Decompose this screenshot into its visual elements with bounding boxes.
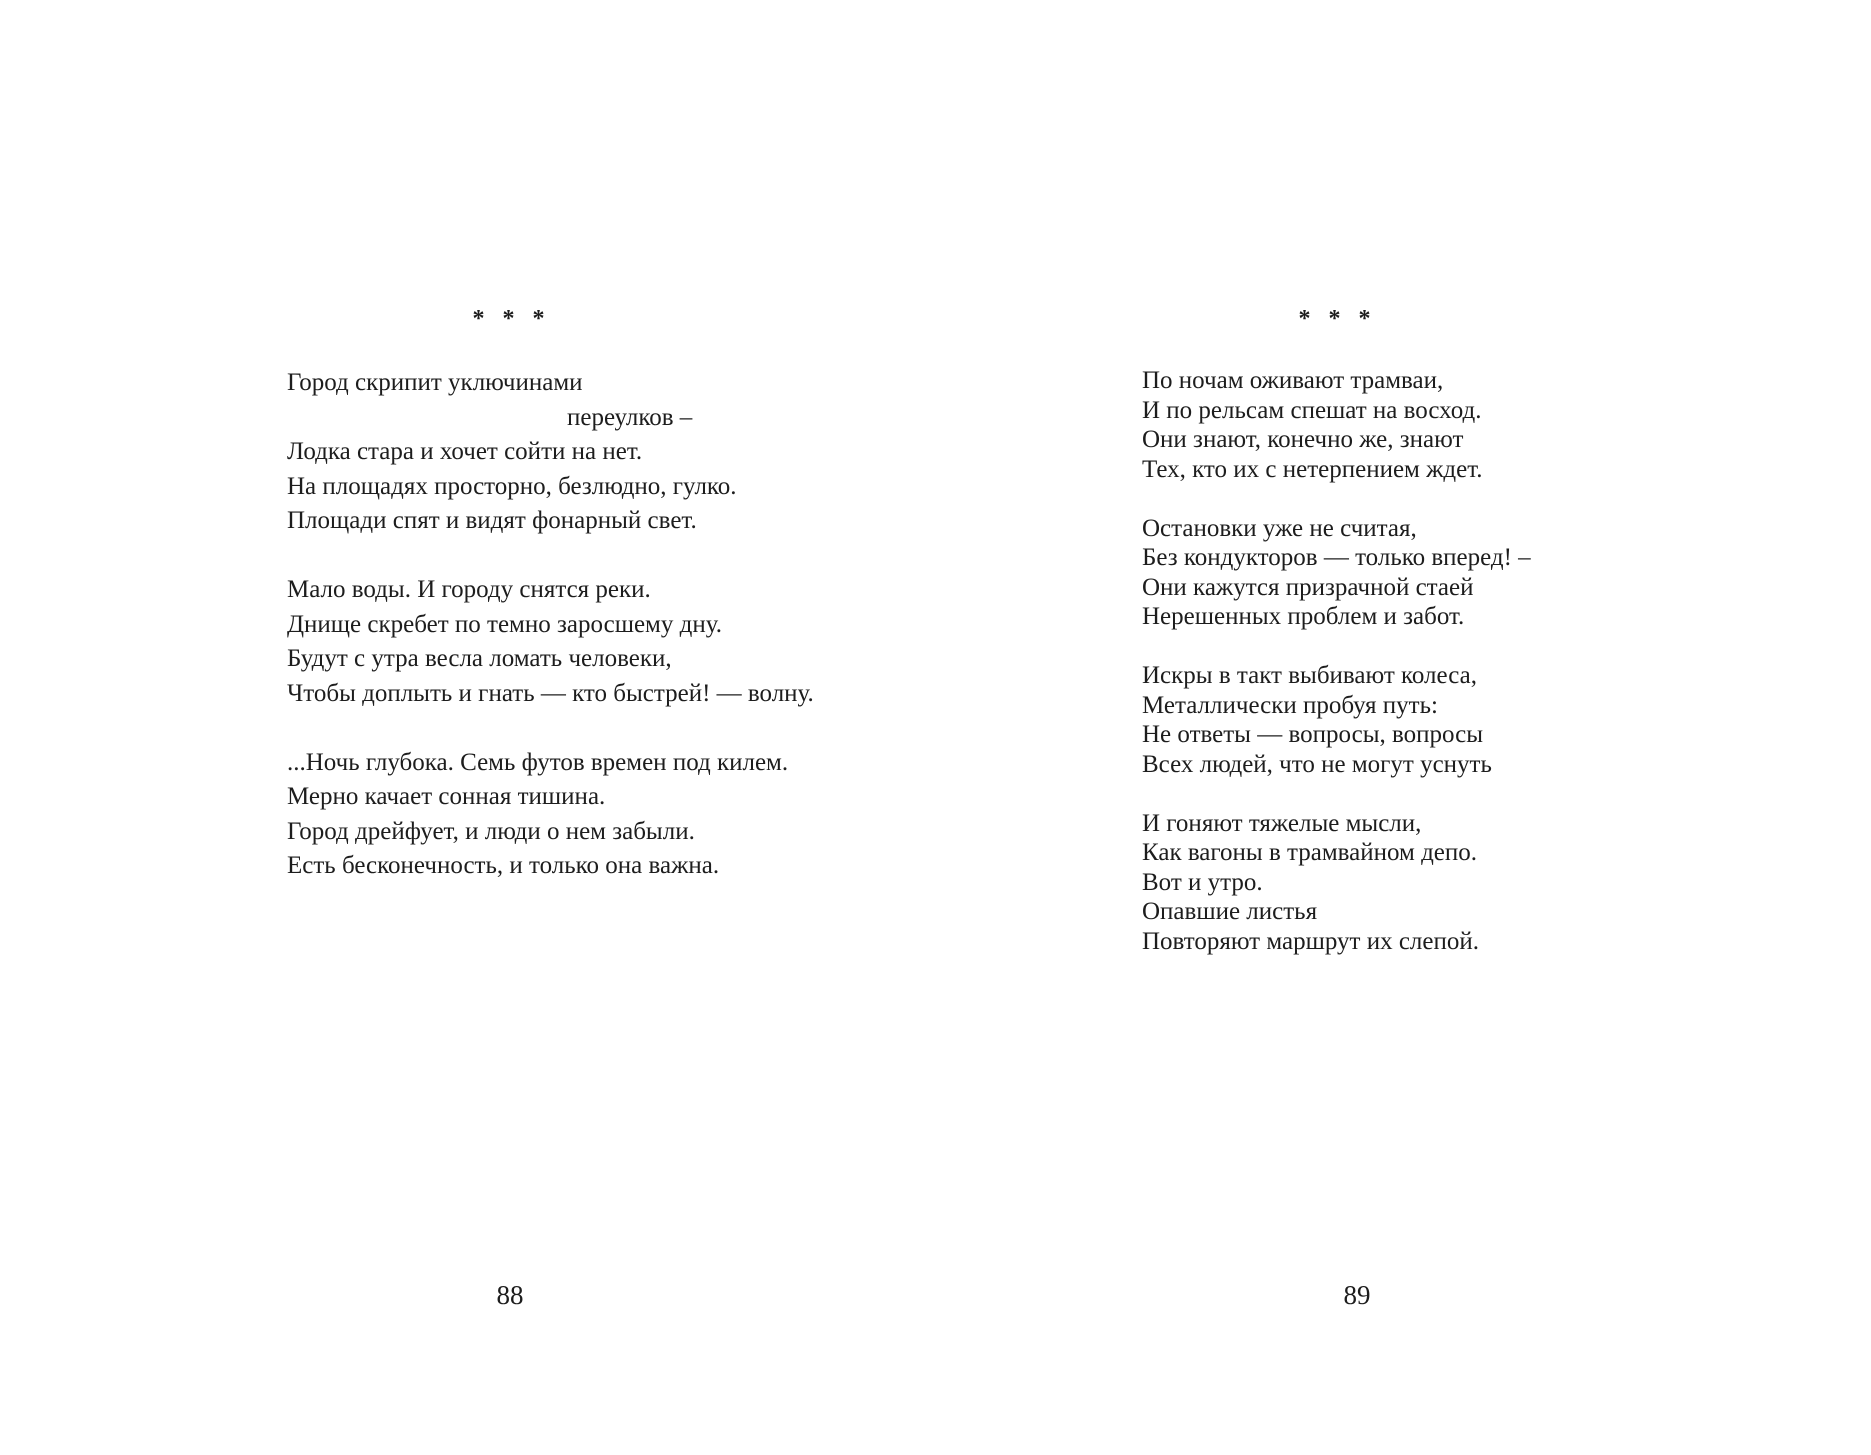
section-marker: * * * — [1298, 306, 1374, 332]
stanza — [1142, 809, 1531, 957]
poem-line: Чтобы доплыть и гнать — кто быстрей! — волну. — [287, 679, 814, 707]
poem-line: Вот и утро. — [1142, 868, 1263, 896]
poem-line: Мерно качает сонная тишина. — [287, 783, 606, 810]
poem-line: Будут с утра весла ломать человеки, — [287, 645, 672, 672]
poem-line: И гоняют тяжелые мысли, — [1142, 809, 1422, 837]
poem-line: Остановки уже не считая, — [1142, 514, 1417, 542]
poem — [1142, 366, 1531, 956]
page-number: 89 — [1343, 1280, 1371, 1310]
poem-line: Как вагоны в трамвайном депо. — [1142, 839, 1478, 866]
poem-line: Город скрипит уключинами — [287, 369, 583, 396]
poem-line: Лодка стара и хочет сойти на нет. — [287, 438, 643, 465]
poem-line: По ночам оживают трамваи, — [1142, 367, 1444, 394]
poem-line: Искры в такт выбивают колеса, — [1142, 662, 1477, 689]
poem-line: На площадях просторно, безлюдно, гулко. — [287, 472, 737, 500]
poem-line: Всех людей, что не могут уснуть — [1142, 750, 1492, 778]
stanza — [287, 746, 814, 884]
stanza — [287, 573, 814, 711]
poem-line: переулков – — [567, 403, 693, 431]
poem-line: Площади спят и видят фонарный свет. — [287, 507, 697, 534]
poem-line: Металлически пробуя путь: — [1142, 691, 1438, 719]
poem-line: Они знают, конечно же, знают — [1142, 426, 1464, 453]
page-number: 88 — [496, 1280, 524, 1310]
page-right — [1142, 0, 1530, 1455]
poem-line: Тех, кто их с нетерпением ждет. — [1142, 455, 1483, 483]
section-marker: * * * — [472, 306, 548, 332]
poem-line: Нерешенных проблем и забот. — [1142, 603, 1465, 630]
poem-line: Без кондукторов — только вперед! – — [1142, 544, 1531, 571]
stanza — [1142, 661, 1531, 779]
poem-line: ...Ночь глубока. Семь футов времен под килем. — [287, 748, 789, 776]
poem-line: И по рельсам спешат на восход. — [1142, 396, 1482, 424]
poem-line: Они кажутся призрачной стаей — [1142, 573, 1474, 601]
stanza — [1142, 366, 1531, 484]
poem-line: Опавшие листья — [1142, 898, 1318, 925]
poem-line: Днище скребет по темно заросшему дну. — [287, 610, 722, 638]
poem-line: Не ответы — вопросы, вопросы — [1142, 721, 1484, 748]
poem-line: Есть бесконечность, и только она важна. — [287, 852, 720, 879]
poem-line: Мало воды. И городу снятся реки. — [287, 576, 651, 603]
poem-line: Повторяют маршрут их слепой. — [1142, 927, 1479, 955]
stanza — [1142, 514, 1531, 632]
poem — [287, 366, 814, 884]
stanza — [287, 366, 814, 539]
poem-line: Город дрейфует, и люди о нем забыли. — [287, 817, 695, 845]
page-left — [287, 0, 814, 1455]
